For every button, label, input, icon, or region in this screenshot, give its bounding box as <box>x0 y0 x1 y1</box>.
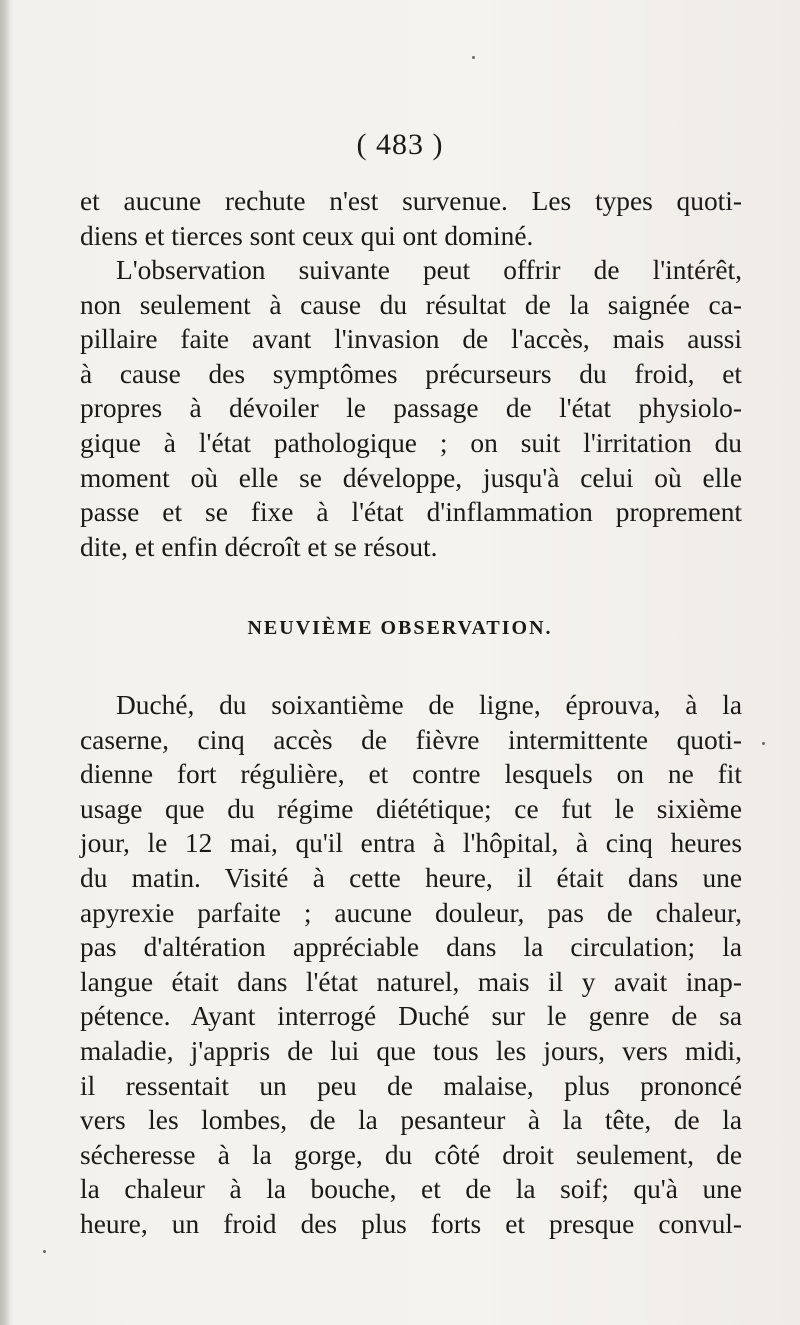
text-line: vers les lombes, de la pesanteur à la tête, de la <box>80 1105 742 1136</box>
text-line: caserne, cinq accès de fièvre intermittente quoti- <box>80 724 742 755</box>
text-line: pillaire faite avant l'invasion de l'accès, mais aussi <box>80 324 742 355</box>
paragraph-introduction <box>80 253 742 564</box>
text-line: langue était dans l'état naturel, mais il y avait inap- <box>80 966 742 997</box>
text-line: pas d'altération appréciable dans la circulation; la <box>80 932 742 963</box>
text-line: diens et tierces sont ceux qui ont dominé. <box>80 220 534 251</box>
text-line: heure, un froid des plus forts et presque convul- <box>80 1208 742 1239</box>
page-number: ( 483 ) <box>356 128 444 161</box>
paper-speck <box>472 56 475 59</box>
page-gutter-shadow <box>0 0 10 1325</box>
text-line: usage que du régime diététique; ce fut le sixième <box>80 793 742 824</box>
text-line: Duché, du soixantième de ligne, éprouva, à la <box>116 690 742 720</box>
text-line: du matin. Visité à cette heure, il était dans une <box>80 862 742 893</box>
text-line: dite, et enfin décroît et se résout. <box>80 531 438 562</box>
text-line: L'observation suivante peut offrir de l'intérêt, <box>116 255 742 285</box>
text-line: gique à l'état pathologique ; on suit l'irritation du <box>80 427 742 458</box>
text-line: propres à dévoiler le passage de l'état physiolo- <box>80 393 742 424</box>
paragraph-continuation <box>80 184 742 253</box>
text-line: apyrexie parfaite ; aucune douleur, pas de chaleur, <box>80 897 742 928</box>
paper-speck <box>762 742 765 745</box>
text-line: et aucune rechute n'est survenue. Les types quoti- <box>80 186 742 216</box>
text-line: maladie, j'appris de lui que tous les jours, vers midi, <box>80 1035 742 1066</box>
text-line: passe et se fixe à l'état d'inflammation proprement <box>80 497 742 528</box>
text-line: jour, le 12 mai, qu'il entra à l'hôpital, à cinq heures <box>80 828 742 859</box>
text-line: non seulement à cause du résultat de la saignée ca- <box>80 289 742 320</box>
text-line: il ressentait un peu de malaise, plus prononcé <box>80 1070 742 1101</box>
section-heading: NEUVIÈME OBSERVATION. <box>247 617 553 639</box>
text-line: moment où elle se développe, jusqu'à celui où elle <box>80 462 742 493</box>
text-line: sécheresse à la gorge, du côté droit seulement, de <box>80 1139 742 1170</box>
text-line: à cause des symptômes précurseurs du froid, et <box>80 358 742 389</box>
text-line: dienne fort régulière, et contre lesquels on ne fit <box>80 759 742 790</box>
text-line: la chaleur à la bouche, et de la soif; qu'à une <box>80 1174 742 1205</box>
paper-speck <box>43 1250 46 1253</box>
paragraph-observation <box>80 688 742 1242</box>
text-line: pétence. Ayant interrogé Duché sur le genre de sa <box>80 1001 742 1032</box>
